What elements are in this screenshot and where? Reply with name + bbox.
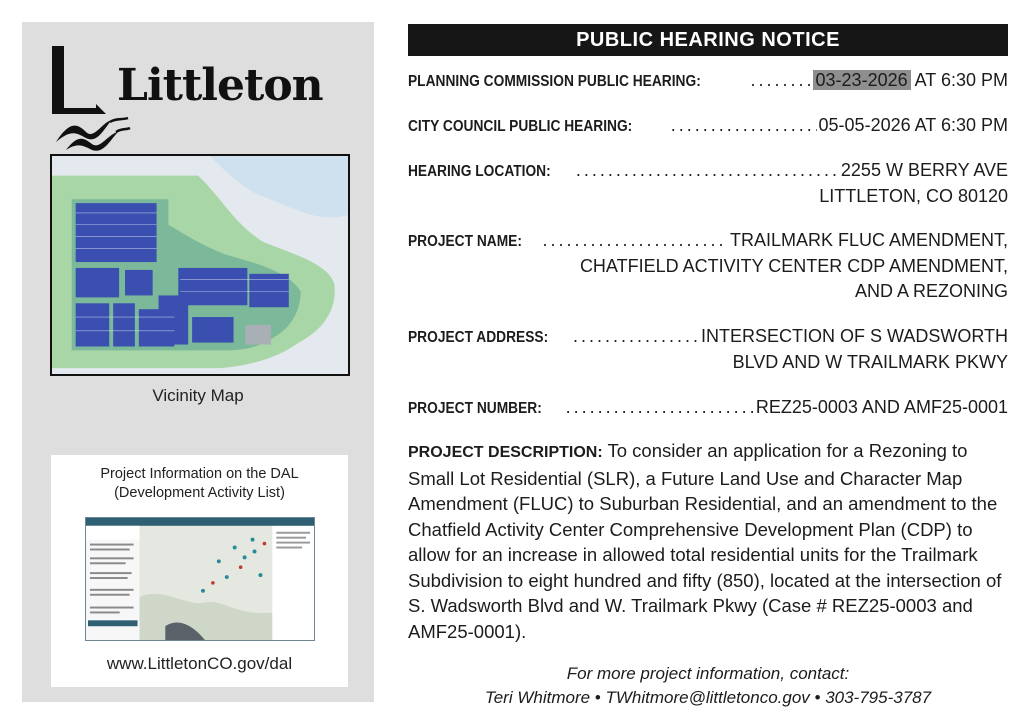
council-hearing-value: 05-05-2026 AT 6:30 PM bbox=[818, 115, 1008, 135]
leader-dots bbox=[576, 158, 839, 183]
contact-intro: For more project information, contact: bbox=[566, 664, 850, 683]
project-number-label: PROJECT NUMBER: bbox=[408, 400, 542, 417]
project-name-label: PROJECT NAME: bbox=[408, 233, 522, 250]
project-description-text: To consider an application for a Rezoning to Small Lot Residential (SLR), a Future Land Use and Character Map Amendment (FLUC) to Suburban Residential, and an amendment to the Chatfield Activity Center Comprehensive Development Plan (CDP) to allow for an increase in allowed total residential units for the Trailmark Subdivision to eight hundred and fifty (850), located at the intersection of S. Wadsworth Blvd and W. Trailmark Pkwy (Case # REZ25-0003 and AMF25-0001). bbox=[408, 440, 1002, 642]
dal-info-card bbox=[51, 455, 348, 687]
council-hearing-label: CITY COUNCIL PUBLIC HEARING: bbox=[408, 118, 633, 135]
contact-block bbox=[408, 662, 1008, 710]
hearing-location-line2: LITTLETON, CO 80120 bbox=[819, 186, 1008, 206]
leader-dots bbox=[573, 324, 699, 349]
notice-title: PUBLIC HEARING NOTICE bbox=[408, 24, 1008, 56]
hearing-location-label: HEARING LOCATION: bbox=[408, 163, 551, 180]
vicinity-map-caption: Vicinity Map bbox=[152, 386, 244, 405]
project-description-label: PROJECT DESCRIPTION: bbox=[408, 444, 603, 461]
project-address-line1: INTERSECTION OF S WADSWORTH bbox=[700, 326, 1008, 346]
project-name-line3: AND A REZONING bbox=[854, 281, 1008, 301]
dal-screenshot-image bbox=[85, 517, 315, 641]
leader-dots bbox=[671, 113, 817, 138]
left-panel bbox=[22, 22, 374, 702]
project-number-row bbox=[408, 395, 1008, 421]
planning-hearing-row bbox=[408, 68, 1008, 94]
project-name-line1: TRAILMARK FLUC AMENDMENT, bbox=[729, 230, 1008, 250]
hearing-location-row bbox=[408, 158, 1008, 209]
project-name-row bbox=[408, 228, 1008, 304]
dal-heading-line1: Project Information on the DAL bbox=[100, 466, 299, 482]
dal-heading bbox=[51, 465, 348, 503]
logo-wordmark: Littleton bbox=[117, 60, 323, 111]
project-name-line2: CHATFIELD ACTIVITY CENTER CDP AMENDMENT, bbox=[579, 256, 1008, 276]
project-address-line2: BLVD AND W TRAILMARK PKWY bbox=[732, 352, 1008, 372]
contact-details: Teri Whitmore • TWhitmore@littletonco.gov • 303-795-3787 bbox=[484, 688, 932, 707]
vicinity-map-image bbox=[50, 154, 350, 376]
planning-hearing-label: PLANNING COMMISSION PUBLIC HEARING: bbox=[408, 73, 701, 90]
council-hearing-row bbox=[408, 113, 1008, 139]
project-address-row bbox=[408, 324, 1008, 375]
leader-dots bbox=[542, 228, 728, 253]
dal-url-link[interactable]: www.LittletonCO.gov/dal bbox=[106, 654, 293, 673]
littleton-logo bbox=[52, 42, 332, 152]
planning-hearing-date: 03-23-2026 bbox=[813, 70, 911, 90]
planning-hearing-time: AT 6:30 PM bbox=[914, 70, 1008, 90]
leader-dots bbox=[750, 68, 810, 93]
project-description bbox=[408, 438, 1010, 644]
project-number-value: REZ25-0003 AND AMF25-0001 bbox=[755, 397, 1008, 417]
project-address-label: PROJECT ADDRESS: bbox=[408, 329, 549, 346]
leader-dots bbox=[566, 395, 754, 420]
dal-heading-line2: (Development Activity List) bbox=[114, 485, 285, 501]
hearing-location-line1: 2255 W BERRY AVE bbox=[840, 160, 1008, 180]
